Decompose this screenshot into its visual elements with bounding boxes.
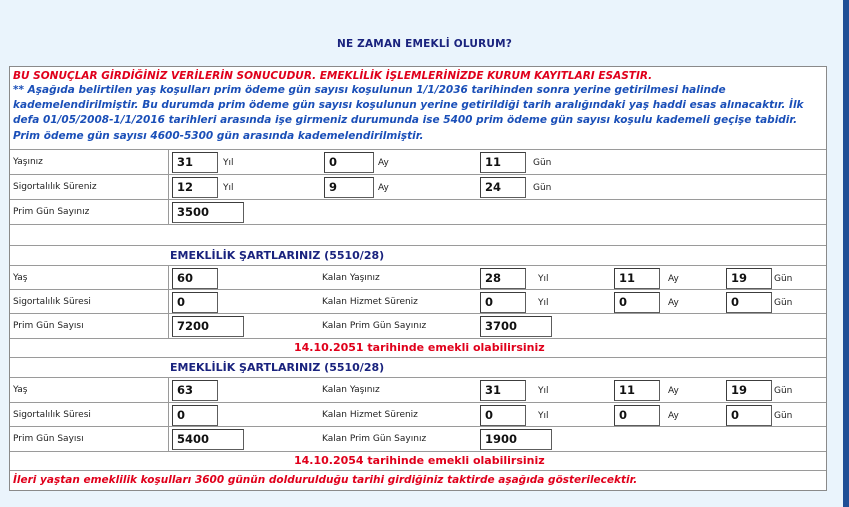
spacer-row xyxy=(10,225,826,246)
condition1-premium-label: Prim Gün Sayısı xyxy=(13,321,84,331)
input-row-premium xyxy=(10,200,826,225)
condition2-remaining-age-days: 19 xyxy=(726,380,772,401)
condition2-remaining-service-years: 0 xyxy=(480,405,526,426)
condition1-remaining-age-months: 11 xyxy=(614,268,660,289)
condition2-result: 14.10.2054 tarihinde emekli olabilirsiniz xyxy=(294,454,545,467)
condition1-remaining-service-label: Kalan Hizmet Süreniz xyxy=(322,297,418,307)
condition1-result: 14.10.2051 tarihinde emekli olabilirsiniz xyxy=(294,341,545,354)
age-months-input[interactable]: 0 xyxy=(324,152,374,173)
input-row-age xyxy=(10,150,826,175)
unit-day: Gün xyxy=(774,386,793,396)
condition2-service-row xyxy=(10,403,826,427)
condition2-premium-label: Prim Gün Sayısı xyxy=(13,434,84,444)
unit-month: Ay xyxy=(668,274,679,284)
condition2-age-label: Yaş xyxy=(13,385,28,395)
page-title: NE ZAMAN EMEKLİ OLURUM? xyxy=(336,38,513,50)
condition2-heading-row xyxy=(10,358,826,378)
insurance-months-input[interactable]: 9 xyxy=(324,177,374,198)
condition1-age-row xyxy=(10,266,826,290)
age-days-input[interactable]: 11 xyxy=(480,152,526,173)
condition1-remaining-age-label: Kalan Yaşınız xyxy=(322,273,380,283)
unit-day: Gün xyxy=(533,183,552,193)
unit-month: Ay xyxy=(668,411,679,421)
unit-year: Yıl xyxy=(223,158,234,168)
condition2-result-row xyxy=(10,452,826,471)
condition1-premium-value: 7200 xyxy=(172,316,244,337)
condition1-remaining-service-years: 0 xyxy=(480,292,526,313)
unit-year: Yıl xyxy=(538,298,549,308)
unit-day: Gün xyxy=(533,158,552,168)
unit-day: Gün xyxy=(774,298,793,308)
condition2-premium-row xyxy=(10,427,826,452)
condition1-heading-row xyxy=(10,246,826,266)
condition2-heading: EMEKLİLİK ŞARTLARINIZ (5510/28) xyxy=(170,361,385,374)
age-years-input[interactable]: 31 xyxy=(172,152,218,173)
condition1-insurance-label: Sigortalılık Süresi xyxy=(13,297,91,307)
condition1-remaining-premium-label: Kalan Prim Gün Sayınız xyxy=(322,321,427,331)
unit-year: Yıl xyxy=(538,386,549,396)
condition1-insurance-value: 0 xyxy=(172,292,218,313)
condition1-heading: EMEKLİLİK ŞARTLARINIZ (5510/28) xyxy=(170,249,385,262)
condition1-remaining-age-years: 28 xyxy=(480,268,526,289)
right-edge-bar xyxy=(843,0,849,507)
condition2-remaining-premium-label: Kalan Prim Gün Sayınız xyxy=(322,434,427,444)
condition1-age-label: Yaş xyxy=(13,273,28,283)
condition2-insurance-value: 0 xyxy=(172,405,218,426)
condition1-remaining-age-days: 19 xyxy=(726,268,772,289)
condition2-remaining-premium-value: 1900 xyxy=(480,429,552,450)
condition2-premium-value: 5400 xyxy=(172,429,244,450)
condition2-age-row xyxy=(10,378,826,403)
unit-day: Gün xyxy=(774,274,793,284)
footer-note: İleri yaştan emeklilik koşulları 3600 günün doldurulduğu tarihi girdiğiniz taktirde aşağıda gösterilecektir. xyxy=(13,474,638,486)
warning-text: BU SONUÇLAR GİRDİĞİNİZ VERİLERİN SONUCUDUR. EMEKLİLİK İŞLEMLERİNİZDE KURUM KAYITLARI ESASTIR. xyxy=(13,70,653,82)
condition2-remaining-service-label: Kalan Hizmet Süreniz xyxy=(322,410,418,420)
unit-year: Yıl xyxy=(223,183,234,193)
notes-row xyxy=(10,67,826,150)
condition1-age-value: 60 xyxy=(172,268,218,289)
premium-days-input[interactable]: 3500 xyxy=(172,202,244,223)
condition1-remaining-service-days: 0 xyxy=(726,292,772,313)
insurance-label: Sigortalılık Süreniz xyxy=(13,182,97,192)
unit-year: Yıl xyxy=(538,411,549,421)
condition2-remaining-age-years: 31 xyxy=(480,380,526,401)
premium-label: Prim Gün Sayınız xyxy=(13,207,90,217)
unit-month: Ay xyxy=(378,183,389,193)
condition1-remaining-service-months: 0 xyxy=(614,292,660,313)
condition1-result-row xyxy=(10,339,826,358)
condition1-remaining-premium-value: 3700 xyxy=(480,316,552,337)
condition1-service-row xyxy=(10,290,826,314)
input-row-insurance xyxy=(10,175,826,200)
insurance-years-input[interactable]: 12 xyxy=(172,177,218,198)
age-label: Yaşınız xyxy=(13,157,43,167)
unit-day: Gün xyxy=(774,411,793,421)
unit-year: Yıl xyxy=(538,274,549,284)
condition2-remaining-service-days: 0 xyxy=(726,405,772,426)
unit-month: Ay xyxy=(668,298,679,308)
condition2-remaining-age-label: Kalan Yaşınız xyxy=(322,385,380,395)
info-text: ** Aşağıda belirtilen yaş koşulları prim ödeme gün sayısı koşulunun 1/1/2036 tarihinden sonra yerine getirilmesi halinde kademelendirilmiştir. Bu durumda prim ödeme gün sayısı koşulunun yerine getirildiği tarih aralığındaki yaş haddi esas alınacaktır. İlk defa 01/05/2008-1/1/2016 tarihleri arasında işe girmeniz durumunda ise 5400 prim ödeme gün sayısı koşulu kademeli geçişe tabidir. Prim ödeme gün sayısı 4600-5300 gün arasında kademelendirilmiştir. xyxy=(13,84,804,142)
condition1-premium-row xyxy=(10,314,826,339)
unit-month: Ay xyxy=(668,386,679,396)
condition2-remaining-service-months: 0 xyxy=(614,405,660,426)
unit-month: Ay xyxy=(378,158,389,168)
condition2-remaining-age-months: 11 xyxy=(614,380,660,401)
insurance-days-input[interactable]: 24 xyxy=(480,177,526,198)
condition2-age-value: 63 xyxy=(172,380,218,401)
condition2-insurance-label: Sigortalılık Süresi xyxy=(13,410,91,420)
results-table xyxy=(9,66,827,491)
